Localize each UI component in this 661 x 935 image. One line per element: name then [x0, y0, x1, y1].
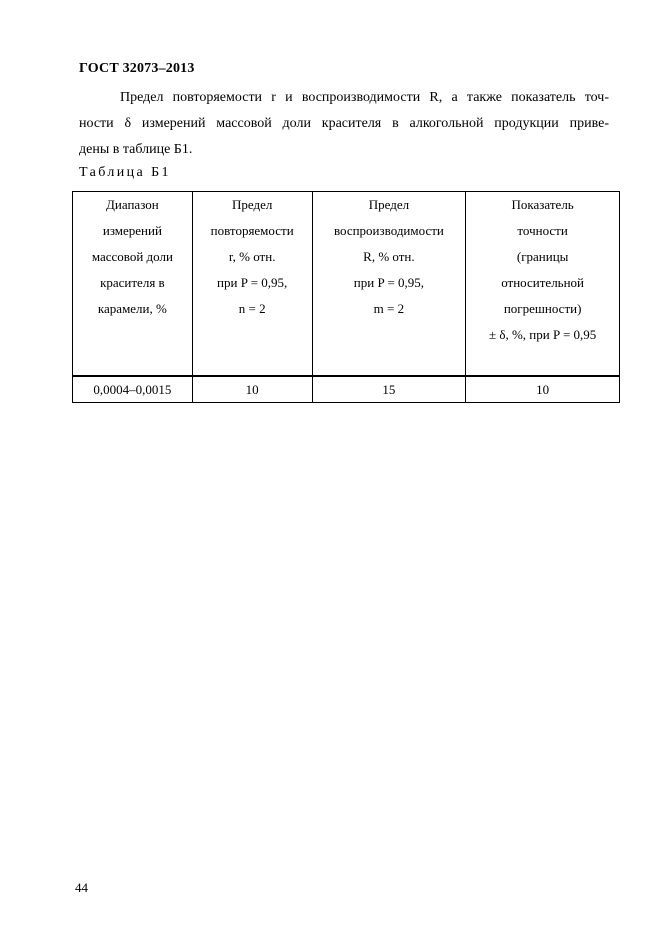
cell-range: 0,0004–0,0015 — [73, 376, 193, 403]
cell-accuracy: 10 — [466, 376, 620, 403]
header-line: повторяемости — [210, 223, 294, 238]
page-number: 44 — [75, 880, 88, 895]
cell-reproducibility: 15 — [312, 376, 466, 403]
table-caption: Таблица Б1 — [79, 165, 171, 180]
header-line: m = 2 — [373, 301, 405, 316]
header-line: (границы — [516, 249, 569, 264]
header-line: Предел — [231, 197, 273, 212]
intro-paragraph — [79, 85, 609, 163]
header-line: Показатель — [511, 197, 574, 212]
header-line: при P = 0,95, — [353, 275, 425, 290]
header-accuracy — [466, 192, 620, 377]
table-row — [73, 376, 620, 403]
intro-line-3: дены в таблице Б1. — [79, 142, 193, 157]
header-line: измерений — [102, 223, 162, 238]
header-line: относительной — [501, 275, 585, 290]
header-line: Предел — [368, 197, 410, 212]
header-line: R, % отн. — [363, 249, 415, 264]
header-range — [73, 192, 193, 377]
header-line: массовой доли — [91, 249, 173, 264]
table-header-row — [73, 192, 620, 377]
header-repeatability — [192, 192, 312, 377]
header-line: воспроизводимости — [333, 223, 444, 238]
header-line: r, % отн. — [228, 249, 276, 264]
precision-table — [72, 191, 620, 403]
header-line: Диапазон — [106, 197, 159, 212]
intro-line-1: Предел повторяемости r и воспроизводимости R, а также показатель точ- — [120, 90, 609, 105]
cell-repeatability: 10 — [192, 376, 312, 403]
header-line: n = 2 — [238, 301, 266, 316]
header-line: ± δ, %, при P = 0,95 — [488, 327, 597, 342]
header-line: точности — [517, 223, 568, 238]
header-reproducibility — [312, 192, 466, 377]
standard-number: ГОСТ 32073–2013 — [79, 61, 195, 76]
header-line: при P = 0,95, — [217, 275, 288, 290]
header-line: карамели, % — [97, 301, 167, 316]
header-line: погрешности) — [503, 301, 582, 316]
intro-line-2: ности δ измерений массовой доли красителя в алкогольной продукции приве- — [79, 116, 609, 131]
header-line: красителя в — [100, 275, 165, 290]
